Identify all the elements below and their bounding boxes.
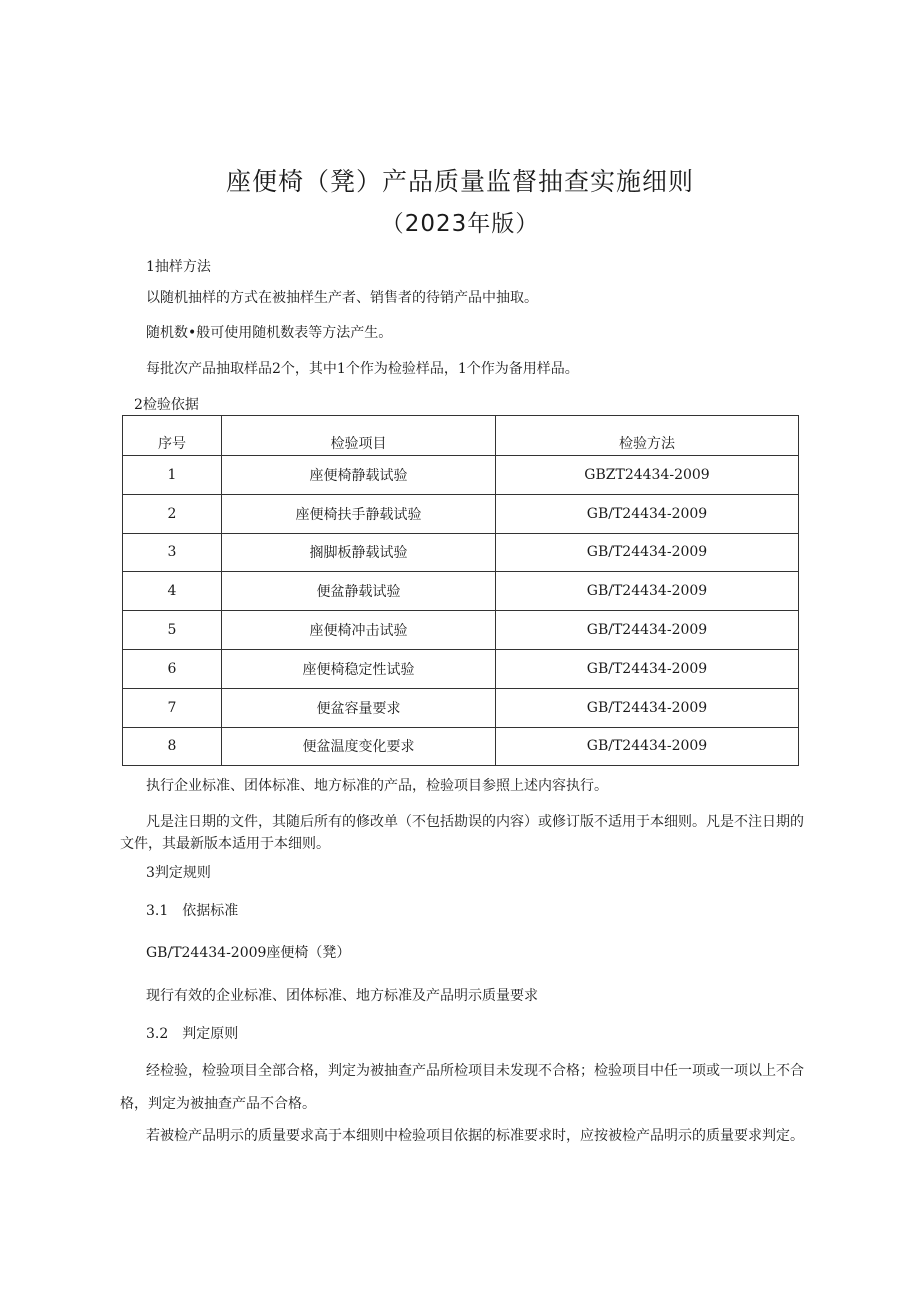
document-edition: （2023年版）	[380, 211, 540, 237]
subsection-3-1-number: 3.1	[146, 903, 169, 919]
inspection-table	[122, 415, 799, 766]
header-item: 检验项目	[222, 416, 496, 456]
row-item: 座便椅静载试验	[222, 456, 496, 495]
row-item: 便盆容量要求	[222, 688, 496, 727]
row-method: GB/T24434-2009	[496, 533, 799, 572]
row-index: 5	[123, 611, 222, 650]
rule-paragraph-2: 若被检产品明示的质量要求高于本细则中检验项目依据的标准要求时，应按被检产品明示的质量要求判定。	[146, 1128, 804, 1144]
subsection-3-1-title: 依据标准	[182, 903, 239, 919]
row-method: GB/T24434-2009	[496, 572, 799, 611]
row-item: 座便椅稳定性试验	[222, 649, 496, 688]
table-row	[123, 533, 799, 572]
row-method: GBZT24434-2009	[496, 456, 799, 495]
header-index: 序号	[123, 416, 222, 456]
row-item: 座便椅扶手静载试验	[222, 494, 496, 533]
standard-2: 现行有效的企业标准、团体标准、地方标准及产品明示质量要求	[146, 988, 538, 1004]
rule-paragraph-1: 经检验，检验项目全部合格，判定为被抽查产品所检项目未发现不合格；检验项目中任一项或一项以上不合格，判定为被抽查产品不合格。	[120, 1063, 804, 1112]
row-index: 1	[123, 456, 222, 495]
table-row	[123, 611, 799, 650]
header-method: 检验方法	[496, 416, 799, 456]
subsection-3-1	[146, 900, 238, 922]
table-row	[123, 649, 799, 688]
row-index: 2	[123, 494, 222, 533]
row-item: 便盆温度变化要求	[222, 727, 496, 766]
sampling-paragraph-2: 随机数•般可使用随机数表等方法产生。	[146, 325, 393, 341]
table-note-2: 凡是注日期的文件，其随后所有的修改单（不包括勘误的内容）或修订版不适用于本细则。凡是不注日期的文件，其最新版本适用于本细则。	[120, 814, 804, 852]
section-2-heading: 2检验依据	[134, 397, 199, 413]
row-index: 8	[123, 727, 222, 766]
sampling-paragraph-1: 以随机抽样的方式在被抽样生产者、销售者的待销产品中抽取。	[146, 290, 538, 306]
row-item: 便盆静载试验	[222, 572, 496, 611]
row-method: GB/T24434-2009	[496, 494, 799, 533]
row-index: 7	[123, 688, 222, 727]
standard-1: GB/T24434-2009座便椅（凳）	[146, 945, 351, 961]
row-method: GB/T24434-2009	[496, 727, 799, 766]
row-index: 4	[123, 572, 222, 611]
table-header-row	[123, 416, 799, 456]
row-method: GB/T24434-2009	[496, 611, 799, 650]
table-note-1: 执行企业标准、团体标准、地方标准的产品，检验项目参照上述内容执行。	[146, 778, 608, 794]
table-row	[123, 572, 799, 611]
document-title: 座便椅（凳）产品质量监督抽查实施细则	[225, 167, 694, 196]
subsection-3-2-number: 3.2	[146, 1026, 169, 1042]
subsection-3-2-title: 判定原则	[182, 1026, 239, 1042]
sampling-paragraph-3: 每批次产品抽取样品2个，其中1个作为检验样品，1个作为备用样品。	[146, 361, 579, 377]
row-item: 座便椅冲击试验	[222, 611, 496, 650]
table-row	[123, 688, 799, 727]
table-row	[123, 494, 799, 533]
table-row	[123, 456, 799, 495]
row-method: GB/T24434-2009	[496, 688, 799, 727]
table-row	[123, 727, 799, 766]
section-3-heading: 3判定规则	[146, 865, 211, 881]
section-1-heading: 1抽样方法	[146, 259, 211, 275]
row-method: GB/T24434-2009	[496, 649, 799, 688]
row-item: 搁脚板静载试验	[222, 533, 496, 572]
row-index: 3	[123, 533, 222, 572]
row-index: 6	[123, 649, 222, 688]
subsection-3-2	[146, 1023, 238, 1045]
